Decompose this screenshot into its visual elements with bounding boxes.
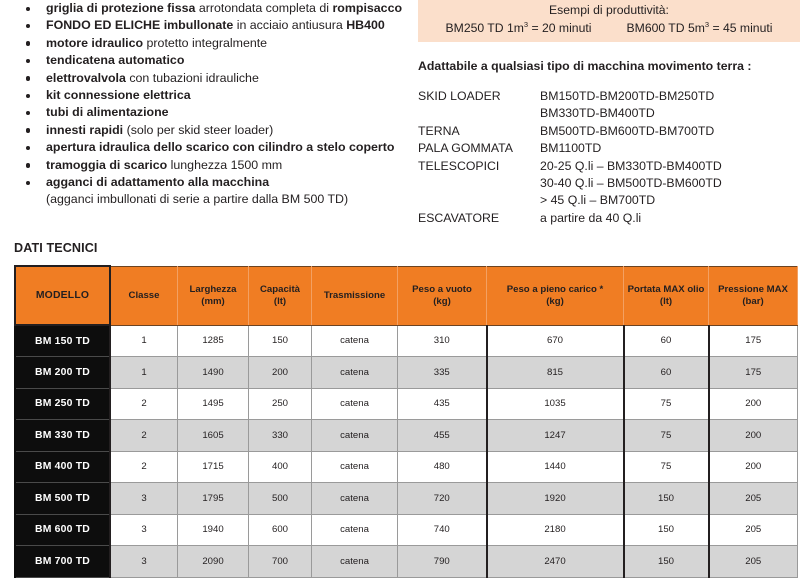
table-cell: 480 <box>398 451 487 483</box>
table-cell: 1247 <box>487 420 624 452</box>
feature-item-label <box>46 1 402 15</box>
table-cell-model: BM 500 TD <box>15 483 110 515</box>
column-header-trasmissione <box>312 266 398 325</box>
table-row <box>15 357 798 389</box>
column-header-peso-a-pieno-carico <box>487 266 624 325</box>
table-cell: 3 <box>110 514 178 546</box>
adaptability-models: BM150TD-BM200TD-BM250TD <box>540 89 715 103</box>
adaptability-row <box>418 158 800 175</box>
table-row <box>15 420 798 452</box>
adaptability-category <box>418 105 540 122</box>
adaptability-models: 20-25 Q.li – BM330TD-BM400TD <box>540 158 722 173</box>
table-cell: 175 <box>709 357 798 389</box>
table-cell: catena <box>312 514 398 546</box>
column-header-label: MODELLO <box>35 289 90 301</box>
feature-item <box>0 0 408 17</box>
table-row <box>15 514 798 546</box>
table-cell: 400 <box>249 451 312 483</box>
adaptability-models: > 45 Q.li – BM700TD <box>540 193 656 208</box>
adaptability-row <box>418 140 800 157</box>
bullet-icon <box>26 76 30 80</box>
adaptability-models: BM330TD-BM400TD <box>540 106 655 121</box>
table-row <box>15 451 798 483</box>
bullet-icon <box>26 181 30 185</box>
productivity-example-exponent: 3 <box>704 19 710 29</box>
feature-item-label <box>46 18 385 32</box>
bullet-icon <box>26 7 30 11</box>
table-cell: 175 <box>709 325 798 357</box>
feature-item <box>0 157 408 174</box>
column-header-label: Classe <box>128 289 160 301</box>
table-cell: 60 <box>624 325 709 357</box>
adaptability-category: TERNA <box>418 123 460 138</box>
column-header-label: Peso a pieno carico * <box>506 283 604 295</box>
table-header-row <box>15 266 798 325</box>
adaptability-models: BM500TD-BM600TD-BM700TD <box>540 123 715 138</box>
adaptability-row <box>418 123 800 140</box>
column-header-label: Pressione MAX <box>718 283 788 295</box>
productivity-example-volume: 1m <box>506 21 524 35</box>
feature-item <box>0 52 408 69</box>
feature-item-label <box>46 53 184 67</box>
table-cell-model: BM 600 TD <box>15 514 110 546</box>
table-body <box>15 325 798 577</box>
table-cell: catena <box>312 325 398 357</box>
column-header-unit: (kg) <box>546 295 564 307</box>
productivity-example-model: BM250 TD <box>445 21 504 35</box>
productivity-example-exponent: 3 <box>523 19 529 29</box>
adaptability-models: 30-40 Q.li – BM500TD-BM600TD <box>540 176 722 191</box>
table-cell-model: BM 700 TD <box>15 546 110 578</box>
column-header-label: Capacità <box>260 283 300 295</box>
table-cell: 435 <box>398 388 487 420</box>
table-cell: 670 <box>487 325 624 357</box>
table-cell: 700 <box>249 546 312 578</box>
table-cell: 2470 <box>487 546 624 578</box>
table-cell: 205 <box>709 546 798 578</box>
table-cell: 1920 <box>487 483 624 515</box>
feature-text-segment: arrotondata completa di <box>198 1 333 15</box>
table-cell: 500 <box>249 483 312 515</box>
table-cell: catena <box>312 420 398 452</box>
table-cell: 455 <box>398 420 487 452</box>
adaptability-category: SKID LOADER <box>418 89 501 103</box>
table-cell: 60 <box>624 357 709 389</box>
table-cell: 2090 <box>178 546 249 578</box>
page-title: DATI TECNICI <box>14 241 98 255</box>
adaptability-row <box>418 105 800 122</box>
column-header-classe <box>110 266 178 325</box>
adaptability-category: ESCAVATORE <box>418 210 500 225</box>
bullet-icon <box>26 24 30 28</box>
feature-item <box>0 122 408 139</box>
feature-item-label <box>46 105 169 119</box>
feature-list <box>0 0 408 209</box>
table-cell: 1 <box>110 325 178 357</box>
table-cell: catena <box>312 357 398 389</box>
column-header-pressione-max <box>709 266 798 325</box>
table-cell: 75 <box>624 420 709 452</box>
adaptability-category <box>418 175 540 192</box>
column-header-larghezza <box>178 266 249 325</box>
productivity-example-result: = 20 minuti <box>531 21 592 35</box>
feature-item <box>0 174 408 191</box>
feature-item <box>0 104 408 121</box>
adaptability-category: PALA GOMMATA <box>418 141 513 156</box>
feature-text-segment: con tubazioni idrauliche <box>129 70 259 85</box>
table-cell: 1940 <box>178 514 249 546</box>
table-cell: 3 <box>110 546 178 578</box>
table-cell: 1035 <box>487 388 624 420</box>
table-cell: 200 <box>249 357 312 389</box>
productivity-examples-box <box>418 0 800 42</box>
table-cell: 75 <box>624 388 709 420</box>
table-cell: 1795 <box>178 483 249 515</box>
feature-text-segment: griglia di protezione fissa <box>46 1 199 15</box>
table-cell: 815 <box>487 357 624 389</box>
column-header-label: Larghezza <box>189 283 237 295</box>
column-header-unit: (mm) <box>201 295 225 307</box>
feature-item-label <box>46 123 273 137</box>
adaptability-models: BM1100TD <box>540 141 602 156</box>
table-cell: 2180 <box>487 514 624 546</box>
feature-text-segment: elettrovalvola <box>46 70 130 85</box>
table-cell: 1440 <box>487 451 624 483</box>
table-cell: catena <box>312 388 398 420</box>
feature-text-segment: lunghezza 1500 mm <box>170 157 283 172</box>
feature-text-segment: tendicatena automatico <box>46 53 185 68</box>
feature-item <box>0 17 408 34</box>
adaptability-category: TELESCOPICI <box>418 158 500 173</box>
bullet-icon <box>26 128 30 132</box>
productivity-example <box>627 20 773 36</box>
feature-item <box>0 87 408 104</box>
column-header-portata-max-olio <box>624 266 709 325</box>
productivity-title: Esempi di produttività: <box>549 3 669 17</box>
table-row <box>15 388 798 420</box>
table-cell-model: BM 400 TD <box>15 451 110 483</box>
feature-text-segment: tramoggia di scarico <box>46 157 171 172</box>
adaptability-category <box>418 192 540 209</box>
column-header-label: Peso a vuoto <box>412 283 472 295</box>
table-cell: 1605 <box>178 420 249 452</box>
column-header-label: Portata MAX olio <box>627 283 705 295</box>
technical-data-table <box>14 265 798 578</box>
productivity-examples-row <box>418 18 800 36</box>
column-header-peso-a-vuoto <box>398 266 487 325</box>
table-row <box>15 483 798 515</box>
table-header <box>15 266 798 325</box>
table-cell: 75 <box>624 451 709 483</box>
bullet-icon <box>26 111 30 115</box>
adaptability-row <box>418 210 800 227</box>
feature-text-segment: innesti rapidi <box>46 122 127 137</box>
feature-text-segment: FONDO ED ELICHE imbullonate <box>46 18 237 33</box>
table-cell: 2 <box>110 420 178 452</box>
table-cell: 150 <box>249 325 312 357</box>
feature-item-label <box>46 158 282 172</box>
adaptability-row <box>418 88 800 105</box>
bullet-icon <box>26 146 30 150</box>
column-header-unit: (bar) <box>742 295 764 307</box>
table-cell: 200 <box>709 388 798 420</box>
table-cell: 720 <box>398 483 487 515</box>
feature-item <box>0 35 408 52</box>
table-cell: 3 <box>110 483 178 515</box>
feature-item-label <box>46 36 267 50</box>
feature-text-segment: in acciaio antiusura <box>236 18 347 33</box>
table-cell: 150 <box>624 514 709 546</box>
table-cell: 600 <box>249 514 312 546</box>
table-cell: catena <box>312 451 398 483</box>
feature-text-segment: rompisacco <box>332 1 403 15</box>
column-header-modello <box>15 266 110 325</box>
table-cell: 790 <box>398 546 487 578</box>
table-cell: 150 <box>624 483 709 515</box>
bullet-icon <box>26 59 30 63</box>
table-cell-model: BM 250 TD <box>15 388 110 420</box>
table-cell: 1715 <box>178 451 249 483</box>
productivity-example <box>446 20 592 36</box>
feature-item-label <box>46 175 269 189</box>
adaptability-title: Adattabile a qualsiasi tipo di macchina movimento terra : <box>418 59 752 73</box>
productivity-example-result: = 45 minuti <box>712 21 773 35</box>
table-row <box>15 325 798 357</box>
table-cell: 205 <box>709 483 798 515</box>
table-cell: 1 <box>110 357 178 389</box>
table-cell: 310 <box>398 325 487 357</box>
adaptability-row <box>418 192 800 209</box>
feature-text-segment: (solo per skid steer loader) <box>126 122 274 137</box>
table-cell: 1495 <box>178 388 249 420</box>
column-header-unit: (lt) <box>273 295 287 307</box>
table-cell: 335 <box>398 357 487 389</box>
table-cell: 2 <box>110 451 178 483</box>
table-row <box>15 546 798 578</box>
feature-item <box>0 70 408 87</box>
feature-note: (agganci imbullonati di serie a partire dalla BM 500 TD) <box>46 192 349 207</box>
table-cell-model: BM 330 TD <box>15 420 110 452</box>
table-cell: 1285 <box>178 325 249 357</box>
table-cell: catena <box>312 546 398 578</box>
feature-item-label <box>46 71 259 85</box>
feature-text-segment: HB400 <box>346 18 385 33</box>
table-cell-model: BM 200 TD <box>15 357 110 389</box>
column-header-capacit <box>249 266 312 325</box>
table-cell: catena <box>312 483 398 515</box>
column-header-unit: (lt) <box>659 295 673 307</box>
bullet-icon <box>26 94 30 98</box>
feature-item-label <box>46 140 394 154</box>
adaptability-block <box>418 58 800 227</box>
feature-text-segment: apertura idraulica dello scarico con cilindro a stelo coperto <box>46 140 395 155</box>
table-cell: 205 <box>709 514 798 546</box>
bullet-icon <box>26 163 30 167</box>
feature-text-segment: kit connessione elettrica <box>46 88 191 103</box>
feature-text-segment: protetto integralmente <box>146 35 268 50</box>
table-cell: 150 <box>624 546 709 578</box>
table-cell: 250 <box>249 388 312 420</box>
adaptability-row <box>418 175 800 192</box>
feature-text-segment: tubi di alimentazione <box>46 105 169 120</box>
productivity-example-volume: 5m <box>687 21 705 35</box>
table-cell-model: BM 150 TD <box>15 325 110 357</box>
adaptability-rows <box>418 88 800 227</box>
table-cell: 1490 <box>178 357 249 389</box>
feature-item-label <box>46 88 191 102</box>
table-cell: 200 <box>709 420 798 452</box>
bullet-icon <box>26 41 30 45</box>
column-header-label: Trasmissione <box>323 289 386 301</box>
feature-text-segment: motore idraulico <box>46 35 147 50</box>
table-cell: 740 <box>398 514 487 546</box>
feature-text-segment: agganci di adattamento alla macchina <box>46 175 270 190</box>
productivity-example-model: BM600 TD <box>626 21 685 35</box>
table-cell: 200 <box>709 451 798 483</box>
table-cell: 330 <box>249 420 312 452</box>
adaptability-models: a partire da 40 Q.li <box>540 210 642 225</box>
feature-item <box>0 139 408 156</box>
table-cell: 2 <box>110 388 178 420</box>
column-header-unit: (kg) <box>433 295 451 307</box>
